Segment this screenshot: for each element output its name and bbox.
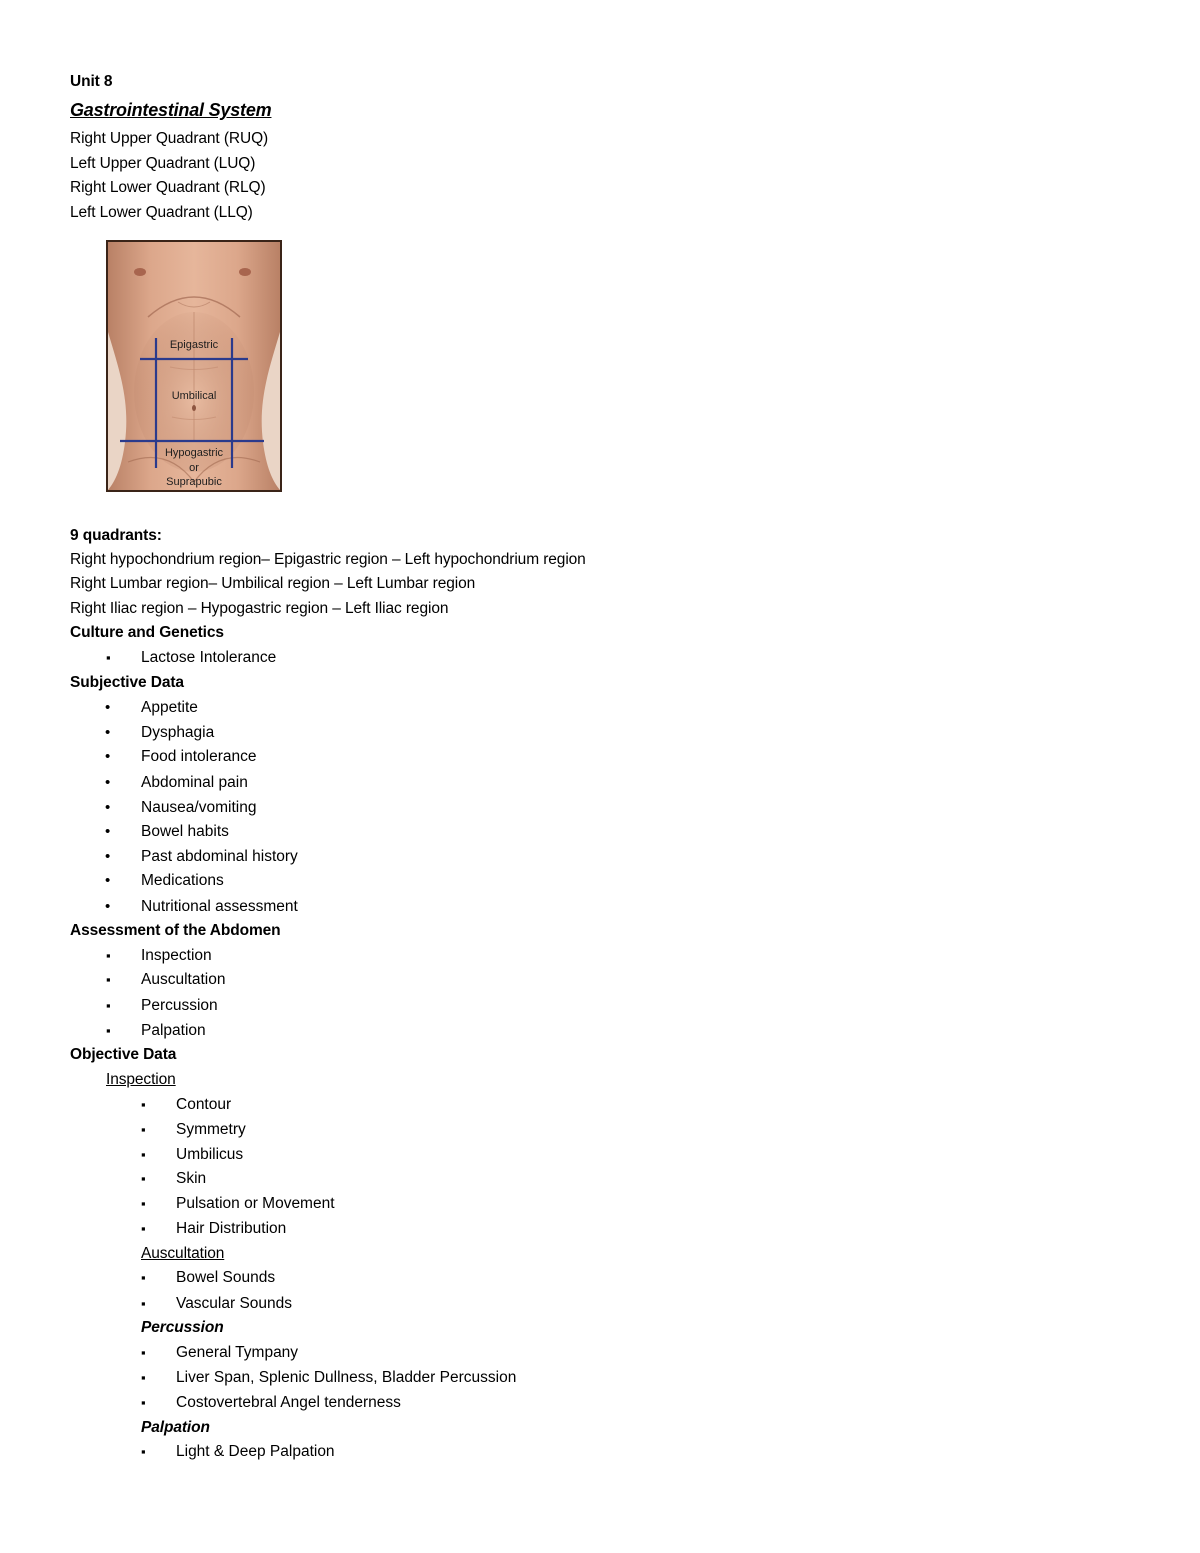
list-item: Costovertebral Angel tenderness xyxy=(176,1394,401,1411)
label-or: or xyxy=(189,462,199,474)
quadrant-line: Left Upper Quadrant (LUQ) xyxy=(70,155,256,172)
square-bullet-icon: ▪ xyxy=(141,1097,146,1112)
list-item: Bowel habits xyxy=(141,823,229,840)
list-item: Liver Span, Splenic Dullness, Bladder Percussion xyxy=(176,1369,517,1386)
square-bullet-icon: ▪ xyxy=(141,1270,146,1285)
round-bullet-icon: • xyxy=(105,823,111,840)
abdomen-illustration xyxy=(108,242,280,490)
list-item: General Tympany xyxy=(176,1344,299,1361)
square-bullet-icon: ▪ xyxy=(106,1023,111,1038)
square-bullet-icon: ▪ xyxy=(141,1122,146,1137)
nine-quadrants-row: Right Lumbar region– Umbilical region – Left Lumbar region xyxy=(70,575,476,592)
round-bullet-icon: • xyxy=(105,848,111,865)
round-bullet-icon: • xyxy=(105,724,111,741)
percussion-subheading: Percussion xyxy=(141,1319,224,1336)
label-suprapubic: Suprapubic xyxy=(166,476,222,488)
square-bullet-icon: ▪ xyxy=(141,1345,146,1360)
list-item: Pulsation or Movement xyxy=(176,1195,335,1212)
quadrant-line: Left Lower Quadrant (LLQ) xyxy=(70,204,253,221)
square-bullet-icon: ▪ xyxy=(141,1196,146,1211)
page-title: Gastrointestinal System xyxy=(70,100,272,120)
list-item: Inspection xyxy=(141,947,212,964)
square-bullet-icon: ▪ xyxy=(106,650,111,665)
list-item: Medications xyxy=(141,872,224,889)
square-bullet-icon: ▪ xyxy=(141,1296,146,1311)
square-bullet-icon: ▪ xyxy=(106,948,111,963)
round-bullet-icon: • xyxy=(105,799,111,816)
round-bullet-icon: • xyxy=(105,898,111,915)
list-item: Vascular Sounds xyxy=(176,1295,293,1312)
auscultation-subheading: Auscultation xyxy=(141,1245,225,1262)
objective-heading: Objective Data xyxy=(70,1046,177,1063)
palpation-subheading: Palpation xyxy=(141,1419,210,1436)
list-item: Contour xyxy=(176,1096,232,1113)
nine-quadrants-heading: 9 quadrants: xyxy=(70,527,162,544)
list-item: Umbilicus xyxy=(176,1146,244,1163)
round-bullet-icon: • xyxy=(105,748,111,765)
square-bullet-icon: ▪ xyxy=(141,1171,146,1186)
list-item: Appetite xyxy=(141,699,198,716)
quadrant-line: Right Upper Quadrant (RUQ) xyxy=(70,130,269,147)
round-bullet-icon: • xyxy=(105,699,111,716)
square-bullet-icon: ▪ xyxy=(141,1147,146,1162)
assessment-heading: Assessment of the Abdomen xyxy=(70,922,281,939)
list-item: Skin xyxy=(176,1170,207,1187)
nine-quadrants-row: Right Iliac region – Hypogastric region – Left Iliac region xyxy=(70,600,449,617)
square-bullet-icon: ▪ xyxy=(141,1444,146,1459)
list-item: Food intolerance xyxy=(141,748,257,765)
inspection-subheading: Inspection xyxy=(106,1071,176,1088)
list-item: Palpation xyxy=(141,1022,206,1039)
square-bullet-icon: ▪ xyxy=(141,1221,146,1236)
list-item: Lactose Intolerance xyxy=(141,649,277,666)
label-epigastric: Epigastric xyxy=(169,339,219,351)
list-item: Dysphagia xyxy=(141,724,215,741)
round-bullet-icon: • xyxy=(105,872,111,889)
square-bullet-icon: ▪ xyxy=(106,972,111,987)
round-bullet-icon: • xyxy=(105,774,111,791)
square-bullet-icon: ▪ xyxy=(106,998,111,1013)
list-item: Percussion xyxy=(141,997,218,1014)
culture-heading: Culture and Genetics xyxy=(70,624,224,641)
list-item: Nutritional assessment xyxy=(141,898,298,915)
quadrant-line: Right Lower Quadrant (RLQ) xyxy=(70,179,266,196)
list-item: Abdominal pain xyxy=(141,774,248,791)
square-bullet-icon: ▪ xyxy=(141,1395,146,1410)
list-item: Past abdominal history xyxy=(141,848,298,865)
label-umbilical: Umbilical xyxy=(171,390,217,402)
abdomen-regions-figure xyxy=(106,240,282,492)
square-bullet-icon: ▪ xyxy=(141,1370,146,1385)
unit-label: Unit 8 xyxy=(70,73,113,90)
list-item: Symmetry xyxy=(176,1121,246,1138)
list-item: Light & Deep Palpation xyxy=(176,1443,335,1460)
subjective-heading: Subjective Data xyxy=(70,674,184,691)
list-item: Hair Distribution xyxy=(176,1220,287,1237)
list-item: Auscultation xyxy=(141,971,226,988)
nine-quadrants-row: Right hypochondrium region– Epigastric region – Left hypochondrium region xyxy=(70,551,586,568)
label-hypogastric: Hypogastric xyxy=(164,447,224,459)
list-item: Bowel Sounds xyxy=(176,1269,276,1286)
list-item: Nausea/vomiting xyxy=(141,799,257,816)
